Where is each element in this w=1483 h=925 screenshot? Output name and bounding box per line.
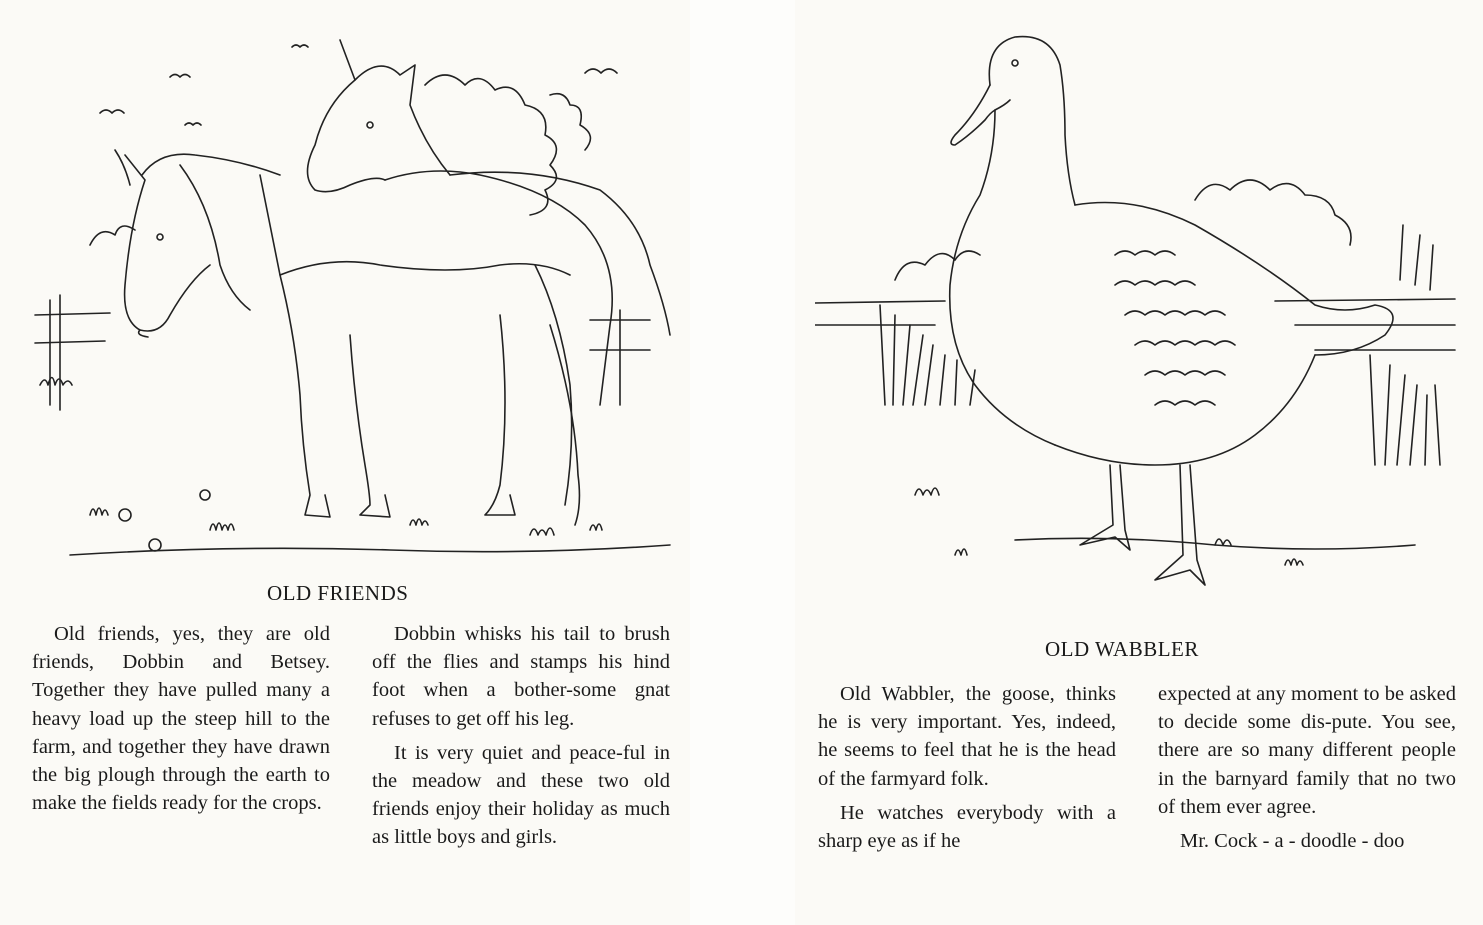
text-column-1 — [32, 620, 330, 823]
paragraph: Dobbin whisks his tail to brush off the flies and stamps his hind foot when a bother-some gnat refuses to get off his leg. — [372, 623, 670, 730]
paragraph: It is very quiet and peace-ful in the meadow and these two old friends enjoy their holiday as much as little boys and girls. — [372, 741, 670, 849]
text-column-2 — [1158, 680, 1456, 861]
goose-illustration — [815, 25, 1475, 600]
horses-illustration — [30, 25, 680, 585]
book-gutter — [690, 0, 795, 925]
left-page — [0, 0, 690, 925]
paragraph: He watches everybody with a sharp eye as if he — [818, 801, 1116, 853]
text-column-2 — [372, 620, 670, 858]
text-column-1 — [818, 680, 1116, 861]
page-title: OLD FRIENDS — [267, 581, 409, 605]
paragraph: Old Wabbler, the goose, thinks he is very important. Yes, indeed, he seems to feel that he is the head of the farmyard folk. — [818, 683, 1116, 790]
paragraph: expected at any moment to be asked to decide some dis-pute. You see, there are so many different people in the barnyard family that no two of them ever agree. — [1158, 683, 1456, 818]
right-page — [795, 0, 1483, 925]
paragraph: Mr. Cock - a - doodle - doo — [1180, 830, 1405, 853]
page-title: OLD WABBLER — [1045, 637, 1199, 661]
paragraph: Old friends, yes, they are old friends, Dobbin and Betsey. Together they have pulled many a heavy load up the steep hill to the farm, and together they have drawn the big plough through the earth to make the fields ready for the crops. — [32, 623, 330, 815]
